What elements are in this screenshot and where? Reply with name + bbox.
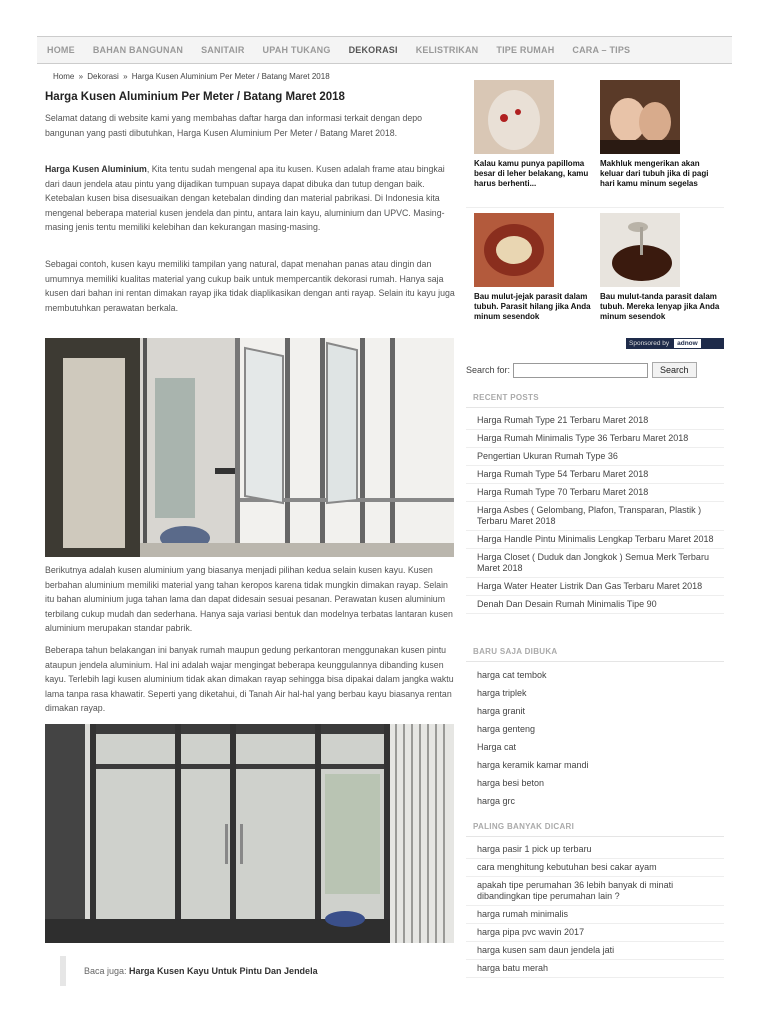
ad-item[interactable] [600,213,722,322]
recent-posts-heading: RECENT POSTS [466,393,724,408]
recent-post-link[interactable]: Harga Handle Pintu Minimalis Lengkap Terbaru Maret 2018 [466,531,724,549]
ad-thumbnail[interactable] [600,80,680,154]
article-paragraph-wood: Sebagai contoh, kusen kayu memiliki tampilan yang natural, dapat menahan panas atau dingin dan umumnya memiliki kualitas material yang cukup baik untuk mempercantik dekorasi rumah. Hanya saja kusen dari bahan ini rentan dimakan rayap jika tidak diaplikasikan dengan anti rayap. Selain itu kayu juga membutuhkan perawatan berkala. [45,259,455,313]
recent-posts-list [466,412,724,614]
just-opened-link[interactable]: harga genteng [477,723,536,734]
recent-post-link[interactable]: Harga Water Heater Listrik Dan Gas Terbaru Maret 2018 [466,578,724,596]
most-searched-link[interactable]: apakah tipe perumahan 36 lebih banyak di minati dibandingkan tipe perumahan lain ? [466,877,724,906]
most-searched-link[interactable]: harga batu merah [466,960,724,978]
ad-thumbnail[interactable] [474,80,554,154]
most-searched-heading: PALING BANYAK DICARI [466,822,724,837]
recent-post-link[interactable]: Harga Rumah Type 54 Terbaru Maret 2018 [466,466,724,484]
just-opened-link[interactable]: harga besi beton [477,777,545,788]
just-opened-heading: BARU SAJA DIBUKA [466,647,724,662]
nav-bahan-bangunan[interactable]: BAHAN BANGUNAN [92,45,184,55]
breadcrumb-separator: » [123,72,128,81]
just-opened-link[interactable]: harga granit [477,705,526,716]
just-opened-link[interactable]: harga grc [477,795,516,806]
breadcrumb [53,72,330,81]
article-image-aluminium-windows [45,338,454,557]
ad-divider [466,207,724,208]
just-opened-list [466,666,724,810]
breadcrumb-current: Harga Kusen Aluminium Per Meter / Batang Maret 2018 [131,72,330,81]
sponsored-ads-widget [466,74,724,352]
breadcrumb-home-link[interactable]: Home [53,72,75,81]
ad-thumbnail[interactable] [600,213,680,287]
ad-item[interactable] [474,213,596,322]
just-opened-link[interactable]: harga cat tembok [477,669,547,680]
ad-caption[interactable]: Bau mulut-jejak parasit dalam tubuh. Parasit hilang jika Anda minum sesendok [474,292,591,321]
ad-item[interactable] [474,80,596,189]
nav-home[interactable]: HOME [47,45,75,55]
read-also-prefix: Baca juga: [84,966,130,976]
article-paragraph-definition-text: , Kita tentu sudah mengenal apa itu kusen. Kusen adalah frame atau bingkai dari daun jendela atau pintu yang dijadikan tumpuan supaya dapat dibuka dan tutup dengan baik. Ketebalan kusen bisa disesuaikan dengan ketebalan dinding dan material pabrikasi. Di Indonesia kita mengenal beberapa material kusen jendela dan pintu, antara lain kayu, aluminium dan UPVC. Masing-masing jenis tentu memiliki kelebihan dan kekurangan masing-masing. [45,164,445,232]
read-also-link[interactable]: Harga Kusen Kayu Untuk Pintu Dan Jendela [129,966,318,976]
search-input[interactable] [513,363,648,378]
article-image-aluminium-doors [45,724,454,943]
article-paragraph-aluminium: Berikutnya adalah kusen aluminium yang biasanya menjadi pilihan kedua selain kusen kayu. Kusen berbahan aluminium memiliki material yang tahan keropos karena tidak mungkin dimakan rayap. Selain itu bahan aluminium juga tahan lama dan dapat didesain sesuai pesanan. Perawatan kusen aluminium terbilang cukup mudah dan sederhana. Hanya saja variasi bentuk dan modelnya terbatas lantaran kusen aluminium merupakan standar pabrik. [45,565,453,633]
article-bold-term: Harga Kusen Aluminium [45,164,147,174]
article-paragraph-trend: Beberapa tahun belakangan ini banyak rumah maupun gedung perkantoran menggunakan kusen pintu ataupun jendela aluminium. Hal ini adalah wajar mengingat beberapa keunggulannya dibanding kusen kayu. Terlebih lagi kusen aluminium tidak akan dimakan rayap sehingga bisa dipakai dalam jangka waktu lama tanpa rasa khawatir. Seperti yang diketahui, di Tanah Air hal-hal yang berbau kayu biasanya rentan dimakan rayap. [45,645,454,713]
sponsored-label: Sponsored by [629,340,670,347]
just-opened-link[interactable]: harga triplek [477,687,527,698]
breadcrumb-category-link[interactable]: Dekorasi [87,72,119,81]
search-button[interactable]: Search [652,362,697,378]
recent-post-link[interactable]: Pengertian Ukuran Rumah Type 36 [466,448,724,466]
ad-caption[interactable]: Makhluk mengerikan akan keluar dari tubuh jika di pagi hari kamu minum segelas [600,159,709,188]
sponsored-badge[interactable] [626,338,724,349]
ad-item[interactable] [600,80,722,189]
page-title: Harga Kusen Aluminium Per Meter / Batang Maret 2018 [45,91,345,103]
recent-post-link[interactable]: Harga Closet ( Duduk dan Jongkok ) Semua Merk Terbaru Maret 2018 [466,549,724,578]
nav-sanitair[interactable]: SANITAIR [201,45,245,55]
nav-tipe-rumah[interactable]: TIPE RUMAH [496,45,555,55]
ad-caption[interactable]: Bau mulut-tanda parasit dalam tubuh. Mereka lenyap jika Anda minum sesendok [600,292,720,321]
just-opened-link[interactable]: Harga cat [477,741,517,752]
article-paragraph-definition [45,162,455,235]
nav-upah-tukang[interactable]: UPAH TUKANG [262,45,331,55]
main-nav [37,36,732,64]
breadcrumb-separator: » [78,72,84,81]
most-searched-list [466,841,724,978]
search-form [466,362,697,378]
read-also-box [60,956,455,986]
nav-cara-tips[interactable]: CARA – TIPS [572,45,631,55]
most-searched-link[interactable]: harga pipa pvc wavin 2017 [466,924,724,942]
adnow-logo: adnow [674,339,701,348]
ad-thumbnail[interactable] [474,213,554,287]
article-paragraph-intro: Selamat datang di website kami yang membahas daftar harga dan informasi terkait dengan depo bangunan yang pasti dibutuhkan, Harga Kusen Aluminium Per Meter / Batang Maret 2018. [45,113,423,138]
ad-caption[interactable]: Kalau kamu punya papilloma besar di leher belakang, kamu harus berhenti... [474,159,589,188]
most-searched-link[interactable]: harga pasir 1 pick up terbaru [466,841,724,859]
recent-post-link[interactable]: Harga Rumah Type 70 Terbaru Maret 2018 [466,484,724,502]
most-searched-link[interactable]: harga rumah minimalis [466,906,724,924]
most-searched-link[interactable]: cara menghitung kebutuhan besi cakar ayam [466,859,724,877]
recent-post-link[interactable]: Denah Dan Desain Rumah Minimalis Tipe 90 [466,596,724,614]
nav-dekorasi[interactable]: DEKORASI [348,45,398,55]
search-label: Search for: [466,365,511,375]
recent-post-link[interactable]: Harga Rumah Type 21 Terbaru Maret 2018 [466,412,724,430]
recent-post-link[interactable]: Harga Asbes ( Gelombang, Plafon, Transparan, Plastik ) Terbaru Maret 2018 [466,502,724,531]
nav-kelistrikan[interactable]: KELISTRIKAN [415,45,479,55]
recent-post-link[interactable]: Harga Rumah Minimalis Type 36 Terbaru Maret 2018 [466,430,724,448]
most-searched-link[interactable]: harga kusen sam daun jendela jati [466,942,724,960]
just-opened-link[interactable]: harga keramik kamar mandi [477,759,589,770]
